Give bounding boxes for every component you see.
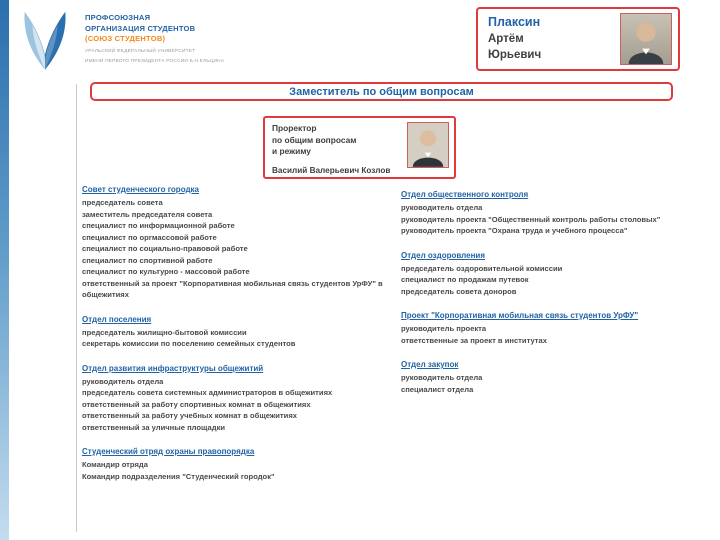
- section-title: Студенческий отряд охраны правопорядка: [82, 447, 255, 456]
- prorector-card: [263, 116, 456, 179]
- section-item: специалист по информационной работе: [82, 221, 235, 230]
- section-item: специалист по культурно - массовой работе: [82, 267, 250, 276]
- section-item: ответственные за проект в институтах: [401, 335, 547, 345]
- section-item: председатель оздоровительной комиссии: [401, 263, 563, 273]
- section-item: секретарь комиссии по поселению семейных студентов: [82, 339, 296, 348]
- section-item: Командир подразделения "Студенческий городок": [82, 471, 275, 481]
- section-item: руководитель отдела: [401, 203, 483, 212]
- left-column: [82, 184, 394, 495]
- deputy-surname: Плаксин: [488, 15, 541, 29]
- section-item: ответственный за работу учебных комнат в общежитиях: [82, 411, 297, 420]
- section-item: специалист по спортивной работе: [82, 255, 213, 265]
- prorector-title-line1: Проректор: [272, 123, 317, 133]
- prorector-name: Василий Валерьевич Козлов: [272, 165, 391, 175]
- left-accent-bar: [0, 0, 9, 540]
- section-title: Отдел поселения: [82, 314, 152, 324]
- org-name-line2: ОРГАНИЗАЦИЯ СТУДЕНТОВ: [85, 23, 196, 33]
- section-title: Отдел оздоровления: [401, 250, 486, 260]
- union-logo-text: [85, 13, 305, 65]
- section-item: заместитель председателя совета: [82, 209, 213, 219]
- org-section-right-3: [401, 359, 693, 395]
- section-item: руководитель проекта: [401, 324, 487, 333]
- section-item: специалист по социально-правовой работе: [82, 244, 248, 253]
- org-section-left-0: [82, 184, 394, 301]
- university-name-line1: УРАЛЬСКИЙ ФЕДЕРАЛЬНЫЙ УНИВЕРСИТЕТ: [85, 48, 196, 54]
- section-title: Отдел развития инфраструктуры общежитий: [82, 363, 264, 373]
- section-item: специалист по продажам путевок: [401, 275, 529, 284]
- section-item: председатель совета доноров: [401, 286, 517, 296]
- vertical-separator: [76, 84, 77, 532]
- section-item: специалист отдела: [401, 384, 474, 394]
- section-item: руководитель отдела: [401, 373, 483, 382]
- deputy-patronymic: Юрьевич: [488, 49, 542, 61]
- prorector-photo: [407, 122, 449, 168]
- section-item: председатель совета системных администраторов в общежитиях: [82, 388, 333, 397]
- deputy-first-name: Артём: [488, 32, 524, 45]
- section-item: ответственный за уличные площадки: [82, 422, 226, 432]
- org-section-left-3: [82, 446, 394, 482]
- org-section-right-1: [401, 250, 693, 298]
- section-title: Отдел закупок: [401, 360, 459, 369]
- section-item: ответственный за работу спортивных комнат в общежитиях: [82, 399, 311, 409]
- section-item: руководитель проекта "Общественный контроль работы столовых": [401, 214, 661, 224]
- right-column: [401, 189, 693, 408]
- org-name-line3: (СОЮЗ СТУДЕНТОВ): [85, 34, 166, 44]
- section-item: председатель совета: [82, 198, 163, 207]
- org-section-right-0: [401, 189, 693, 237]
- section-item: специалист по оргмассовой работе: [82, 232, 217, 242]
- section-item: председатель жилищно-бытовой комиссии: [82, 327, 247, 337]
- deputy-person-card: [476, 7, 680, 71]
- org-section-left-1: [82, 314, 394, 350]
- section-item: руководитель проекта "Охрана труда и учебного процесса": [401, 226, 628, 235]
- prorector-title-line3: и режиму: [272, 146, 311, 157]
- org-name-line1: ПРОФСОЮЗНАЯ: [85, 13, 151, 22]
- section-item: руководитель отдела: [82, 376, 164, 386]
- section-title: Проект "Корпоративная мобильная связь студентов УрФУ": [401, 311, 639, 320]
- org-section-left-2: [82, 363, 394, 434]
- title-banner: Заместитель по общим вопросам: [90, 82, 673, 101]
- section-item: ответственный за проект "Корпоративная мобильная связь студентов УрФУ" в общежитиях: [82, 278, 383, 299]
- section-item: Командир отряда: [82, 460, 148, 469]
- prorector-title-line2: по общим вопросам: [272, 134, 357, 145]
- deputy-photo: [620, 13, 672, 65]
- org-section-right-2: [401, 310, 693, 346]
- union-logo-icon: [16, 6, 74, 78]
- section-title: Отдел общественного контроля: [401, 190, 529, 199]
- university-name-line2: ИМЕНИ ПЕРВОГО ПРЕЗИДЕНТА РОССИИ Б.Н.ЕЛЬЦИНА: [85, 59, 225, 65]
- section-title: Совет студенческого городка: [82, 185, 200, 194]
